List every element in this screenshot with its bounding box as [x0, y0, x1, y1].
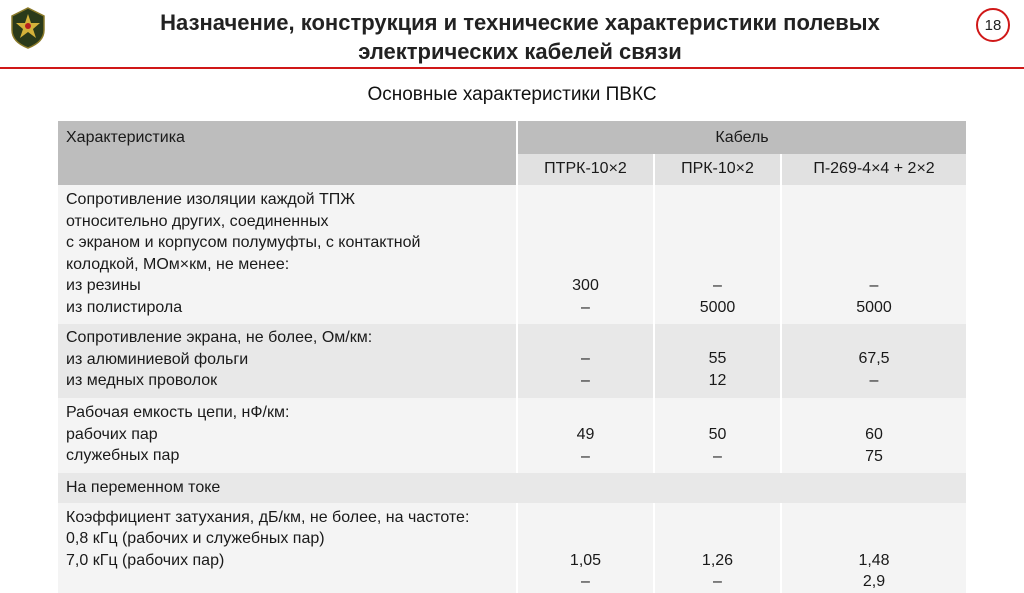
value-cell: 50 – [654, 398, 781, 473]
row-label: Сопротивление экрана, не более, Ом/км: из алюминиевой фольги из медных проволок [58, 324, 517, 398]
table-row [58, 398, 966, 473]
row-label: Рабочая емкость цепи, нФ/км: рабочих пар служебных пар [58, 398, 517, 473]
value-cell: 1,26 – [654, 503, 781, 593]
value-cell: 60 75 [865, 426, 883, 465]
section-row [58, 473, 966, 503]
value-cell: 55 12 [654, 324, 781, 398]
page-number-badge: 18 [976, 8, 1010, 42]
value-cell: 300 – [517, 185, 654, 324]
table-row [58, 503, 966, 593]
value-cell: – 5000 [856, 277, 892, 316]
table-row [58, 324, 966, 398]
header-characteristic: Характеристика [58, 121, 517, 185]
slide-title: Назначение, конструкция и технические характеристики полевых электрических кабелей связи [160, 10, 880, 64]
characteristics-table [58, 121, 966, 593]
value-cell: 49 – [517, 398, 654, 473]
value-cell: 1,48 2,9 [858, 551, 890, 590]
value-cell: – – [517, 324, 654, 398]
table-row [58, 185, 966, 324]
table-title: Основные характеристики ПВКС [367, 84, 657, 105]
section-label: На переменном токе [66, 479, 221, 496]
row-label: Сопротивление изоляции каждой ТПЖ относительно других, соединенных с экраном и корпусом полумуфты, с контактной колодкой, МОм×км, не менее: из резины из полистирола [58, 185, 517, 324]
header-cable-group: Кабель [517, 121, 966, 154]
value-cell: – 5000 [654, 185, 781, 324]
header-divider [0, 67, 1024, 69]
row-label: Коэффициент затухания, дБ/км, не более, на частоте: 0,8 кГц (рабочих и служебных пар) 7,0 кГц (рабочих пар) [58, 503, 517, 593]
value-cell: 1,05 – [517, 503, 654, 593]
header-cable-3: П-269-4×4 + 2×2 [781, 154, 966, 185]
header-cable-2: ПРК-10×2 [654, 154, 781, 185]
header-cable-1: ПТРК-10×2 [517, 154, 654, 185]
emblem-logo [8, 6, 48, 50]
value-cell: 67,5 – [858, 350, 890, 389]
